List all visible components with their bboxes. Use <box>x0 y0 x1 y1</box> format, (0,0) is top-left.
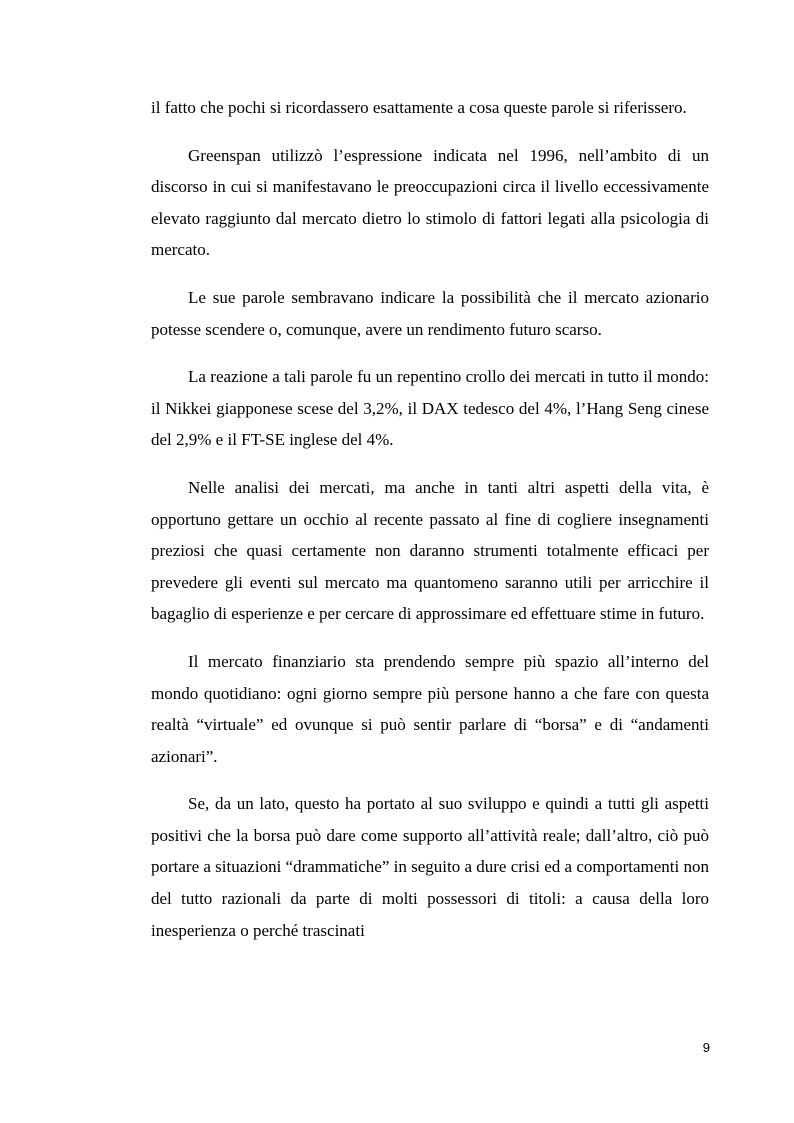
paragraph-7: Se, da un lato, questo ha portato al suo sviluppo e quindi a tutti gli aspetti positivi che la borsa può dare come supporto all’attività reale; dall’altro, ciò può portare a situazioni “drammatiche” in seguito a dure crisi ed a comportamenti non del tutto razionali da parte di molti possessori di titoli: a causa della loro inesperienza o perché trascinati <box>151 794 709 940</box>
paragraph-1: il fatto che pochi si ricordassero esattamente a cosa queste parole si riferissero. <box>151 98 687 117</box>
paragraph-2: Greenspan utilizzò l’espressione indicata nel 1996, nell’ambito di un discorso in cui si manifestavano le preoccupazioni circa il livello eccessivamente elevato raggiunto dal mercato dietro lo stimolo di fattori legati alla psicologia di mercato. <box>151 145 709 260</box>
document-body <box>151 92 709 962</box>
paragraph-6: Il mercato finanziario sta prendendo sempre più spazio all’interno del mondo quotidiano: ogni giorno sempre più persone hanno a che fare con questa realtà “virtuale” ed ovunque si può sentir parlare di “borsa” e di “andamenti azionari”. <box>151 651 709 766</box>
page-number: 9 <box>702 1040 710 1055</box>
paragraph-5: Nelle analisi dei mercati, ma anche in tanti altri aspetti della vita, è opportuno gettare un occhio al recente passato al fine di cogliere insegnamenti preziosi che quasi certamente non daranno strumenti totalmente efficaci per prevedere gli eventi sul mercato ma quantomeno saranno utili per arricchire il bagaglio di esperienze e per cercare di approssimare ed effettuare stime in futuro. <box>151 477 709 624</box>
paragraph-3: Le sue parole sembravano indicare la possibilità che il mercato azionario potesse scendere o, comunque, avere un rendimento futuro scarso. <box>151 287 709 339</box>
paragraph-4: La reazione a tali parole fu un repentino crollo dei mercati in tutto il mondo: il Nikkei giapponese scese del 3,2%, il DAX tedesco del 4%, l’Hang Seng cinese del 2,9% e il FT-SE inglese del 4%. <box>151 367 709 450</box>
